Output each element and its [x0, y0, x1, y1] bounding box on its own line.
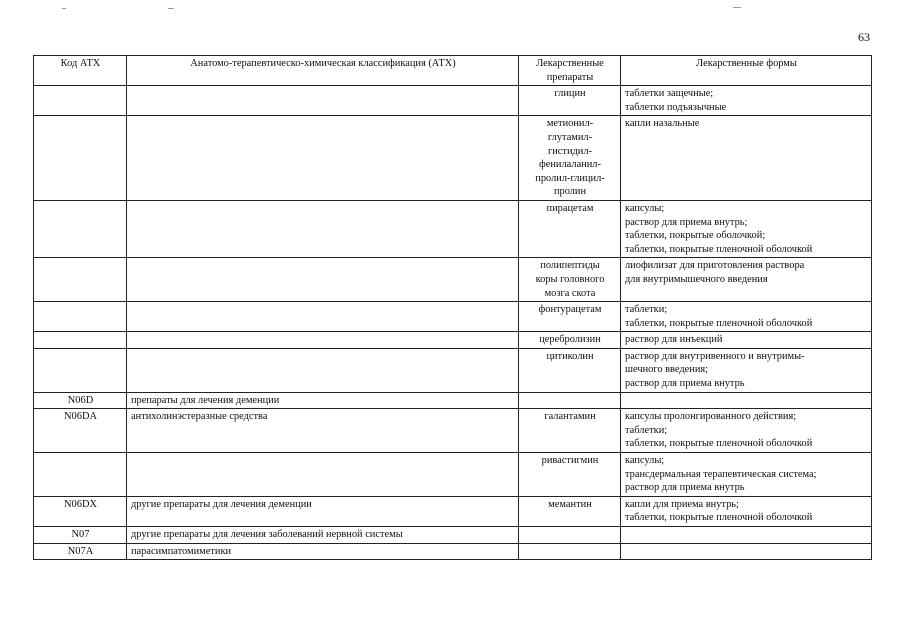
table-body — [34, 86, 872, 560]
table-row — [34, 258, 872, 302]
atx-classification-cell — [127, 302, 519, 332]
scan-mark — [168, 8, 174, 9]
atx-code-cell: N06DX — [34, 496, 127, 526]
atx-code-cell — [34, 86, 127, 116]
atx-classification-cell: парасимпатомиметики — [127, 543, 519, 560]
dosage-form-line: капсулы пролонгированного действия; — [625, 411, 797, 423]
atx-code-cell — [34, 258, 127, 302]
drug-cell — [519, 332, 621, 349]
dosage-form-cell — [621, 332, 872, 349]
atx-code-cell — [34, 200, 127, 257]
atx-classification-cell — [127, 116, 519, 201]
header-forms: Лекарственные формы — [621, 56, 872, 86]
atx-classification-cell — [127, 332, 519, 349]
table-row — [34, 453, 872, 497]
drug-cell — [519, 496, 621, 526]
atx-classification-cell — [127, 453, 519, 497]
dosage-form-cell — [621, 200, 872, 257]
dosage-form-line: таблетки защечные; — [625, 88, 714, 100]
atx-code-cell — [34, 302, 127, 332]
atx-code-cell: N06DA — [34, 409, 127, 453]
dosage-form-line: раствор для внутривенного и внутримы- — [625, 350, 805, 362]
dosage-form-line: таблетки; — [625, 304, 668, 316]
drug-name-line: фенилаланил- — [539, 159, 601, 171]
atx-classification-cell — [127, 258, 519, 302]
dosage-form-cell — [621, 453, 872, 497]
drug-cell — [519, 543, 621, 560]
atx-code-cell — [34, 332, 127, 349]
scan-mark — [733, 7, 741, 8]
table-row — [34, 543, 872, 560]
drug-cell — [519, 86, 621, 116]
dosage-form-cell — [621, 302, 872, 332]
page-number: 63 — [858, 30, 870, 44]
table-row — [34, 348, 872, 392]
dosage-form-line: таблетки подъязычные — [625, 101, 727, 113]
scan-mark — [62, 8, 66, 9]
drug-cell — [519, 453, 621, 497]
drug-name-line: глутамил- — [547, 131, 593, 143]
table-header-row — [34, 56, 872, 86]
dosage-form-line: лиофилизат для приготовления раствора — [625, 260, 805, 272]
atx-code-cell — [34, 348, 127, 392]
dosage-form-line: таблетки; — [625, 424, 668, 436]
atx-classification-cell: другие препараты для лечения деменции — [127, 496, 519, 526]
dosage-form-cell — [621, 392, 872, 409]
dosage-form-line: раствор для приема внутрь; — [625, 216, 748, 228]
dosage-form-line: таблетки, покрытые оболочкой; — [625, 230, 766, 242]
dosage-form-line: трансдермальная терапевтическая система; — [625, 468, 817, 480]
dosage-form-line: для внутримышечного введения — [625, 273, 768, 285]
dosage-form-cell — [621, 116, 872, 201]
dosage-form-line: капли для приема внутрь; — [625, 498, 739, 510]
atx-classification-cell: другие препараты для лечения заболеваний нервной системы — [127, 527, 519, 544]
atx-classification-cell — [127, 200, 519, 257]
dosage-form-cell — [621, 496, 872, 526]
dosage-form-cell — [621, 86, 872, 116]
atx-table — [33, 55, 872, 560]
drug-cell — [519, 527, 621, 544]
drug-name-line: пирацетам — [546, 202, 594, 214]
drug-cell — [519, 409, 621, 453]
dosage-form-cell — [621, 543, 872, 560]
atx-classification-cell: препараты для лечения деменции — [127, 392, 519, 409]
atx-code-cell — [34, 453, 127, 497]
table-row — [34, 302, 872, 332]
atx-code-cell — [34, 116, 127, 201]
dosage-form-line: капли назальные — [625, 118, 700, 130]
table-row — [34, 332, 872, 349]
atx-classification-cell — [127, 86, 519, 116]
dosage-form-line: раствор для инъекций — [625, 334, 723, 346]
table-row — [34, 200, 872, 257]
drug-name-line: фонтурацетам — [538, 304, 602, 316]
table-row — [34, 527, 872, 544]
drug-name-line: метионил- — [546, 118, 594, 130]
atx-code-cell: N07A — [34, 543, 127, 560]
drug-name-line: гистидил- — [547, 145, 593, 157]
drug-cell — [519, 348, 621, 392]
drug-name-line: цитиколин — [546, 350, 594, 362]
dosage-form-line: таблетки, покрытые пленочной оболочкой — [625, 438, 813, 450]
dosage-form-cell — [621, 409, 872, 453]
header-classification: Анатомо-терапевтическо-химическая классификация (АТХ) — [127, 56, 519, 86]
table-row — [34, 409, 872, 453]
table-row — [34, 392, 872, 409]
table-row — [34, 496, 872, 526]
dosage-form-line: раствор для приема внутрь — [625, 378, 745, 390]
drug-name-line: пролил-глицил- — [535, 172, 605, 184]
drug-name-line: галантамин — [544, 411, 596, 423]
drug-name-line: пролин — [553, 186, 587, 198]
drug-name-line: мемантин — [548, 498, 592, 510]
atx-classification-cell — [127, 348, 519, 392]
drug-cell — [519, 302, 621, 332]
drug-name-line: коры головного — [535, 273, 605, 285]
drug-name-line: глицин — [554, 88, 586, 100]
drug-cell — [519, 116, 621, 201]
atx-classification-cell: антихолинэстеразные средства — [127, 409, 519, 453]
drug-cell — [519, 200, 621, 257]
drug-name-line: церебролизин — [539, 334, 601, 346]
atx-code-cell: N06D — [34, 392, 127, 409]
dosage-form-line: таблетки, покрытые пленочной оболочкой — [625, 243, 813, 255]
drug-cell — [519, 392, 621, 409]
table-row — [34, 86, 872, 116]
dosage-form-cell — [621, 527, 872, 544]
dosage-form-line: шечного введения; — [625, 364, 709, 376]
dosage-form-line: таблетки, покрытые пленочной оболочкой — [625, 317, 813, 329]
drug-cell — [519, 258, 621, 302]
dosage-form-cell — [621, 258, 872, 302]
drug-name-line: мозга скота — [544, 287, 596, 299]
dosage-form-line: капсулы; — [625, 455, 665, 467]
dosage-form-line: капсулы; — [625, 202, 665, 214]
header-drugs: Лекарственные препараты — [519, 56, 621, 86]
drug-name-line: ривастигмин — [541, 455, 599, 467]
atx-code-cell: N07 — [34, 527, 127, 544]
dosage-form-line: раствор для приема внутрь — [625, 482, 745, 494]
dosage-form-line: таблетки, покрытые пленочной оболочкой — [625, 512, 813, 524]
table-row — [34, 116, 872, 201]
drug-name-line: полипептиды — [540, 260, 600, 272]
header-code: Код АТХ — [34, 56, 127, 86]
dosage-form-cell — [621, 348, 872, 392]
